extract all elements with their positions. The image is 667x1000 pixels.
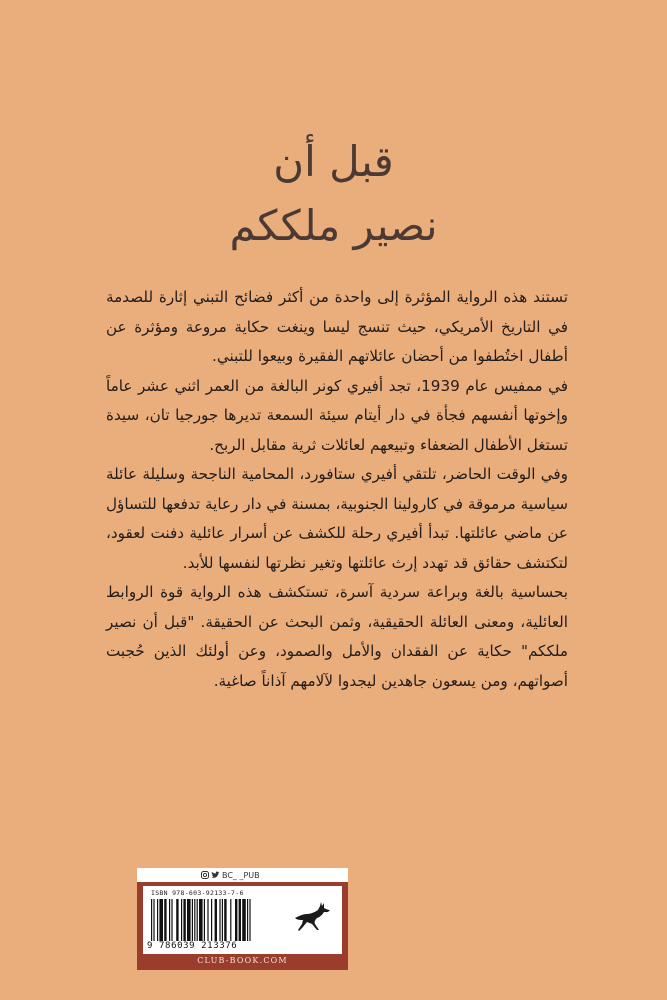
social-icons (201, 871, 260, 880)
barcode-bar (239, 899, 241, 941)
isbn-label: ISBN 978-603-92133-7-6 (151, 889, 244, 897)
leaping-deer-logo-icon (293, 898, 333, 938)
barcode-bar (219, 899, 220, 941)
barcode-bar (183, 899, 185, 941)
barcode-bar (187, 899, 191, 941)
barcode-bar (211, 899, 212, 941)
barcode-bar (215, 899, 217, 941)
barcode-bar (192, 899, 193, 941)
barcode-bar (247, 899, 248, 941)
barcode-area (143, 886, 342, 954)
barcode-bar (235, 899, 237, 941)
barcode-bar (164, 899, 166, 941)
barcode-bar (224, 899, 226, 941)
barcode-bar (199, 899, 203, 941)
barcode-panel (137, 868, 348, 970)
barcode-bar (181, 899, 182, 941)
ean-digits: 9 786039 213376 (147, 941, 238, 951)
social-handle: BC_ _PUB (222, 870, 260, 880)
book-title (0, 130, 667, 258)
barcode-bar (176, 899, 178, 941)
barcode-bar (157, 899, 158, 941)
barcode-bar (169, 899, 170, 941)
barcode-bar (153, 899, 154, 941)
barcode-bar (242, 899, 246, 941)
barcode-bar (159, 899, 163, 941)
blurb-paragraph-1: تستند هذه الرواية المؤثرة إلى واحدة من أكثر فضائح التبني إثارة للصدمة في التاريخ الأمريكي، حيث تنسج ليسا وينغت حكاية مروعة ومؤثرة عن أطفال اختُطفوا من أحضان عائلاتهم الفقيرة وبيعوا للتبني. (106, 288, 568, 365)
barcode-frame (137, 882, 348, 970)
book-title-line-1: قبل أن (273, 137, 394, 186)
barcode-bar (204, 899, 205, 941)
instagram-icon (201, 871, 209, 879)
blurb-paragraph-4: بحساسية بالغة وبراعة سردية آسرة، تستكشف هذه الرواية قوة الروابط العائلية، ومعنى العائلة الحقيقية، وثمن البحث عن الحقيقة. "قبل أن نصير ملككم" حكاية عن الفقدان والأمل والصمود، وعن أولئك الذين حُجبت أصواتهم، ومن يسعون جاهدين ليجدوا لآلامهم آذاناً صاغية. (106, 583, 568, 690)
barcode-bar (194, 899, 195, 941)
book-blurb (106, 283, 568, 696)
social-strip (137, 868, 348, 883)
barcode-bar (151, 899, 152, 941)
book-title-line-2: نصير ملككم (229, 201, 438, 250)
barcode-bar (171, 899, 172, 941)
barcode-bar (207, 899, 208, 941)
twitter-icon (211, 871, 220, 879)
barcode-bar (222, 899, 223, 941)
barcode-bar (230, 899, 231, 941)
barcode-bar (249, 899, 250, 941)
publisher-website: CLUB-BOOK.COM (197, 956, 288, 965)
blurb-paragraph-2: في ممفيس عام 1939، تجد أفيري كونر البالغة من العمر اثني عشر عاماً وإخوتها أنفسهم فجأة في دار أيتام سيئة السمعة تديرها جورجيا تان، سيدة تستغل الأطفال الضعفاء وتبيعهم لعائلات ثرية مقابل الربح. (106, 376, 568, 454)
barcode-bars (151, 899, 269, 941)
barcode-bar (197, 899, 198, 941)
blurb-paragraph-3: وفي الوقت الحاضر، تلتقي أفيري ستافورد، المحامية الناجحة وسليلة عائلة سياسية مرموقة في كارولينا الجنوبية، بمسنة في دار رعاية تدفعها للتساؤل عن ماضي عائلتها. تبدأ أفيري رحلة للكشف عن أسرار عائلية دفنت لعقود، لتكتشف حقائق قد تهدد إرث عائلتها وتغير نظرتها لنفسها للأبد. (106, 465, 568, 572)
